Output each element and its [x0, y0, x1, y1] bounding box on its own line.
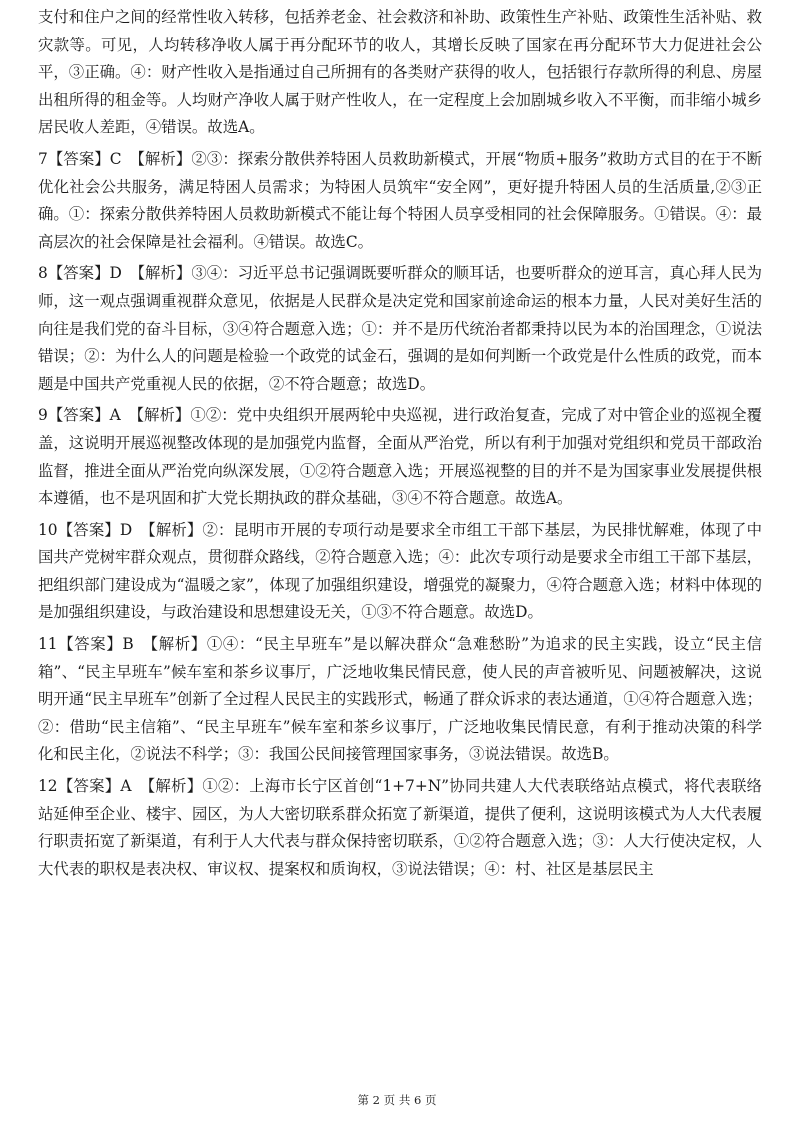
paragraph-q12: 12【答案】A 【解析】①②：上海市长宁区首创“1+7+N”协同共建人大代表联络站点模式，将代表联络站延伸至企业、楼宇、园区，为人大密切联系群众拓宽了新渠道，提供了便利，这说明该模式为人大代表履行职责拓宽了新渠道，有利于人大代表与群众保持密切联系，①②符合题意入选；③：人大行使决定权，人大代表的职权是表决权、审议权、提案权和质询权，③说法错误；④：村、社区是基层民主	[38, 777, 762, 878]
paragraph-q9: 9【答案】A 【解析】①②：党中央组织开展两轮中央巡视，进行政治复查，完成了对中管企业的巡视全覆盖，这说明开展巡视整改体现的是加强党内监督，全面从严治党，所以有利于加强对党组织和党员干部政治监督，推进全面从严治党向纵深发展，①②符合题意入选；开展巡视整的目的并不是为国家事业发展提供根本遵循，也不是巩固和扩大党长期执政的群众基础，③④不符合题意。故选A。	[38, 406, 762, 508]
page-number-footer: 第 2 页 共 6 页	[357, 1093, 437, 1107]
paragraph-q10: 10【答案】D 【解析】②：昆明市开展的专项行动是要求全市组工干部下基层，为民排忧解难，体现了中国共产党树牢群众观点，贯彻群众路线，②符合题意入选；④：此次专项行动是要求全市组工干部下基层，把组织部门建设成为“温暖之家”，体现了加强组织建设，增强党的凝聚力，④符合题意入选；材料中体现的是加强组织建设，与政治建设和思想建设无关，①③不符合题意。故选D。	[38, 520, 762, 622]
answer-analysis-text	[38, 4, 762, 887]
paragraph-continuation-q6: 支付和住户之间的经常性收入转移，包括养老金、社会救济和补助、政策性生产补贴、政策性生活补贴、救灾款等。可见，人均转移净收人属于再分配环节的收人，其增长反映了国家在再分配环节大力促进社会公平，③正确。④：财产性收入是指通过自己所拥有的各类财产获得的收人，包括银行存款所得的利息、房屋出租所得的租金等。人均财产净收人属于财产性收人，在一定程度上会加剧城乡收入不平衡，而非缩小城乡居民收人差距，④错误。故选A。	[38, 8, 762, 137]
paragraph-q7: 7【答案】C 【解析】②③：探索分散供养特困人员救助新模式，开展“物质+服务”救助方式目的在于不断优化社会公共服务，满足特困人员需求；为特困人员筑牢“安全网”，更好提升特困人员的生活质量,②③正确。①：探索分散供养特困人员救助新模式不能让每个特困人员享受相同的社会保障服务。①错误。④：最高层次的社会保障是社会福利。④错误。故选C。	[38, 149, 762, 251]
paragraph-q11: 11【答案】B 【解析】①④：“民主早班车”是以解决群众“急难愁盼”为追求的民主实践，设立“民主信箱”、“民主早班车”候车室和茶乡议事厅，广泛地收集民情民意，使人民的声音被听见、问题被解决，这说明开通“民主早班车”创新了全过程人民民主的实践形式，畅通了群众诉求的表达通道，①④符合题意入选；②：借助“民主信箱”、“民主早班车”候车室和茶乡议事厅，广泛地收集民情民意，有利于推动决策的科学化和民主化，②说法不科学；③：我国公民间接管理国家事务，③说法错误。故选B。	[38, 635, 762, 764]
paragraph-q8: 8【答案】D 【解析】③④：习近平总书记强调既要听群众的顺耳话，也要听群众的逆耳言，真心拜人民为师，这一观点强调重视群众意见，依据是人民群众是决定党和国家前途命运的根本力量，人民对美好生活的向往是我们党的奋斗目标，③④符合题意入选；①：并不是历代统治者都秉持以民为本的治国理念，①说法错误；②：为什么人的问题是检验一个政党的试金石，强调的是如何判断一个政党是什么性质的政党，而本题是中国共产党重视人民的依据，②不符合题意；故选D。	[38, 264, 762, 393]
